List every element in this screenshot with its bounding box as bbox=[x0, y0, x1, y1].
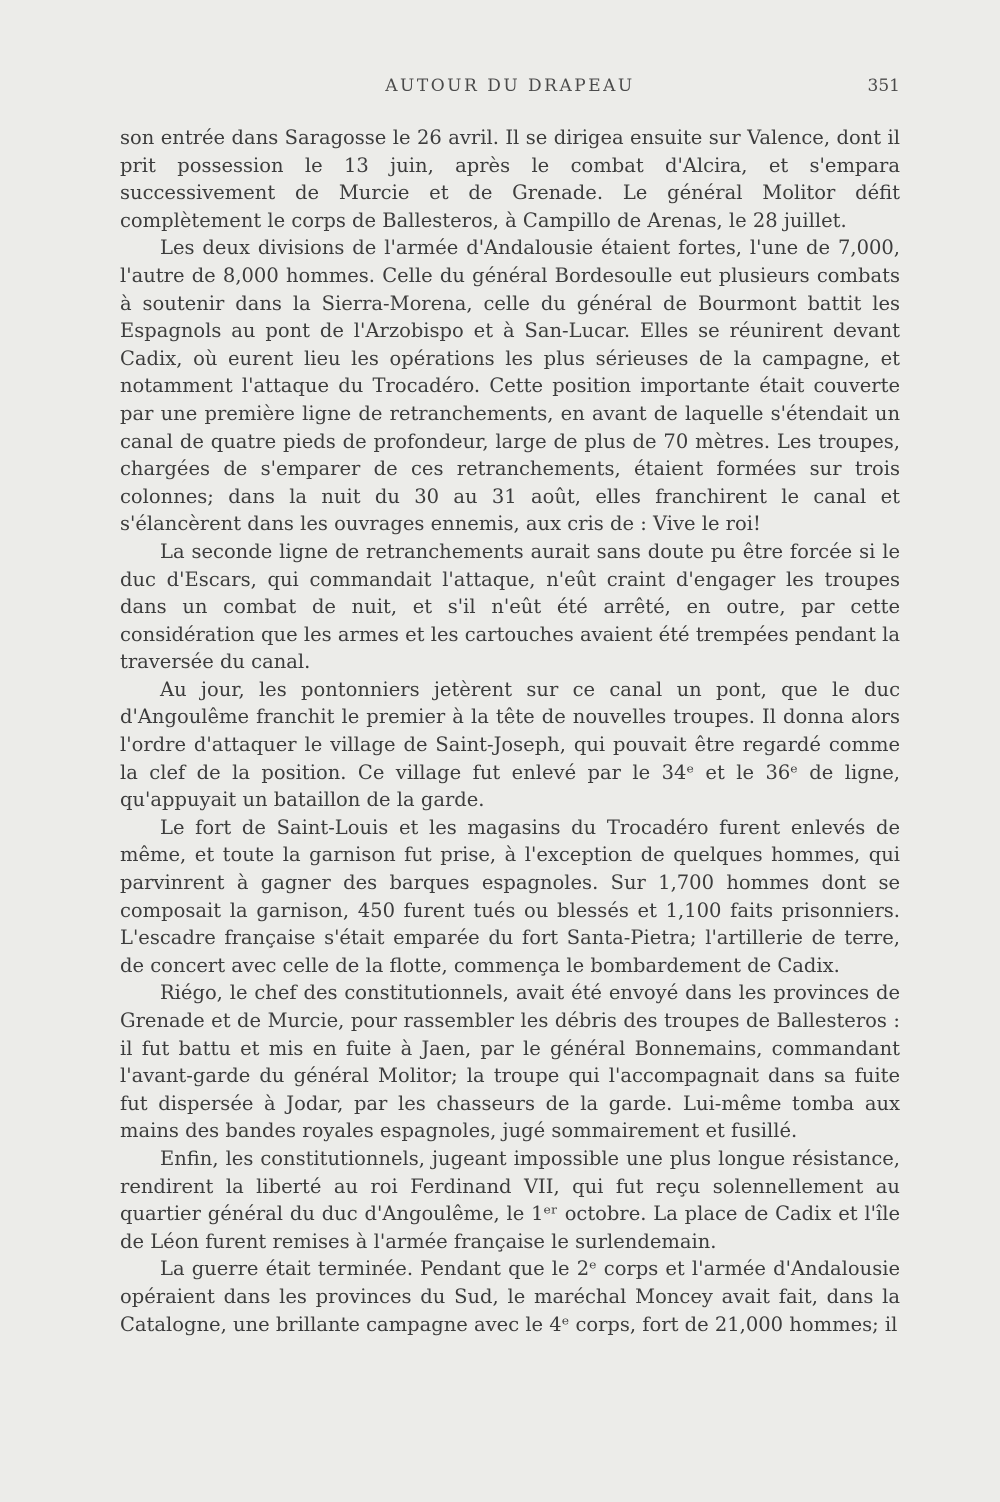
page-number: 351 bbox=[867, 76, 900, 96]
paragraph-riego: Riégo, le chef des constitutionnels, avait été envoyé dans les provinces de Grenade et de Murcie, pour rassembler les débris des troupes de Ballesteros : il fut battu et mis en fuite à Jaen, par le général Bonnemains, commandant l'avant-garde du général Molitor; la troupe qui l'accompagnait dans sa fuite fut dispersée à Jodar, par les chasseurs de la garde. Lui-même tomba aux mains des bandes royales espagnoles, jugé sommairement et fusillé. bbox=[120, 981, 900, 1143]
paragraph-guerre-terminee: La guerre était terminée. Pendant que le 2ᵉ corps et l'armée d'Andalousie opéraient dans les provinces du Sud, le maréchal Moncey avait fait, dans la Catalogne, une brillante campagne avec le 4ᵉ corps, fort de 21,000 hommes; il bbox=[120, 1257, 900, 1336]
paragraph-fort-saint-louis: Le fort de Saint-Louis et les magasins du Trocadéro furent enlevés de même, et toute la garnison fut prise, à l'exception de quelques hommes, qui parvinrent à gagner des barques espagnoles. Sur 1,700 hommes dont se composait la garnison, 450 furent tués ou blessés et 1,100 faits prisonniers. L'escadre française s'était emparée du fort Santa-Pietra; l'artillerie de terre, de concert avec celle de la flotte, commença le bombardement de Cadix. bbox=[120, 815, 900, 977]
paragraph-continuation: son entrée dans Saragosse le 26 avril. Il se dirigea ensuite sur Valence, dont il prit possession le 13 juin, après le combat d'Alcira, et s'empara successivement de Murcie et de Grenade. Le général Molitor défit complètement le corps de Ballesteros, à Campillo de Arenas, le 28 juillet. bbox=[120, 126, 900, 232]
running-header bbox=[120, 76, 900, 100]
running-title: AUTOUR DU DRAPEAU bbox=[385, 76, 635, 96]
paragraph-andalousie-divisions: Les deux divisions de l'armée d'Andalousie étaient fortes, l'une de 7,000, l'autre de 8,000 hommes. Celle du général Bordesoulle eut plusieurs combats à soutenir dans la Sierra-Morena, celle du général de Bourmont battit les Espagnols au pont de l'Arzobispo et à San-Lucar. Elles se réunirent devant Cadix, où eurent lieu les opérations les plus sérieuses de la campagne, et notamment l'attaque du Trocadéro. Cette position importante était couverte par une première ligne de retranchements, en avant de laquelle s'étendait un canal de quatre pieds de profondeur, large de plus de 70 mètres. Les troupes, chargées de s'emparer de ces retranchements, étaient formées sur trois colonnes; dans la nuit du 30 au 31 août, elles franchirent le canal et s'élancèrent dans les ouvrages ennemis, aux cris de : Vive le roi! bbox=[120, 236, 900, 536]
body-text bbox=[120, 124, 900, 1338]
paragraph-pontonniers: Au jour, les pontonniers jetèrent sur ce canal un pont, que le duc d'Angoulême franchit le premier à la tête de nouvelles troupes. Il donna alors l'ordre d'attaquer le village de Saint-Joseph, qui pouvait être regardé comme la clef de la position. Ce village fut enlevé par le 34ᵉ et le 36ᵉ de ligne, qu'appuyait un bataillon de la garde. bbox=[120, 677, 900, 812]
paragraph-second-line: La seconde ligne de retranchements aurait sans doute pu être forcée si le duc d'Escars, qui commandait l'attaque, n'eût craint d'engager les troupes dans un combat de nuit, et s'il n'eût été arrêté, en outre, par cette considération que les armes et les cartouches avaient été trempées pendant la traversée du canal. bbox=[120, 539, 900, 674]
paragraph-constitutionnels: Enfin, les constitutionnels, jugeant impossible une plus longue résistance, rendirent la liberté au roi Ferdinand VII, qui fut reçu solennellement au quartier général du duc d'Angoulême, le 1ᵉʳ octobre. La place de Cadix et l'île de Léon furent remises à l'armée française le surlendemain. bbox=[120, 1146, 900, 1253]
